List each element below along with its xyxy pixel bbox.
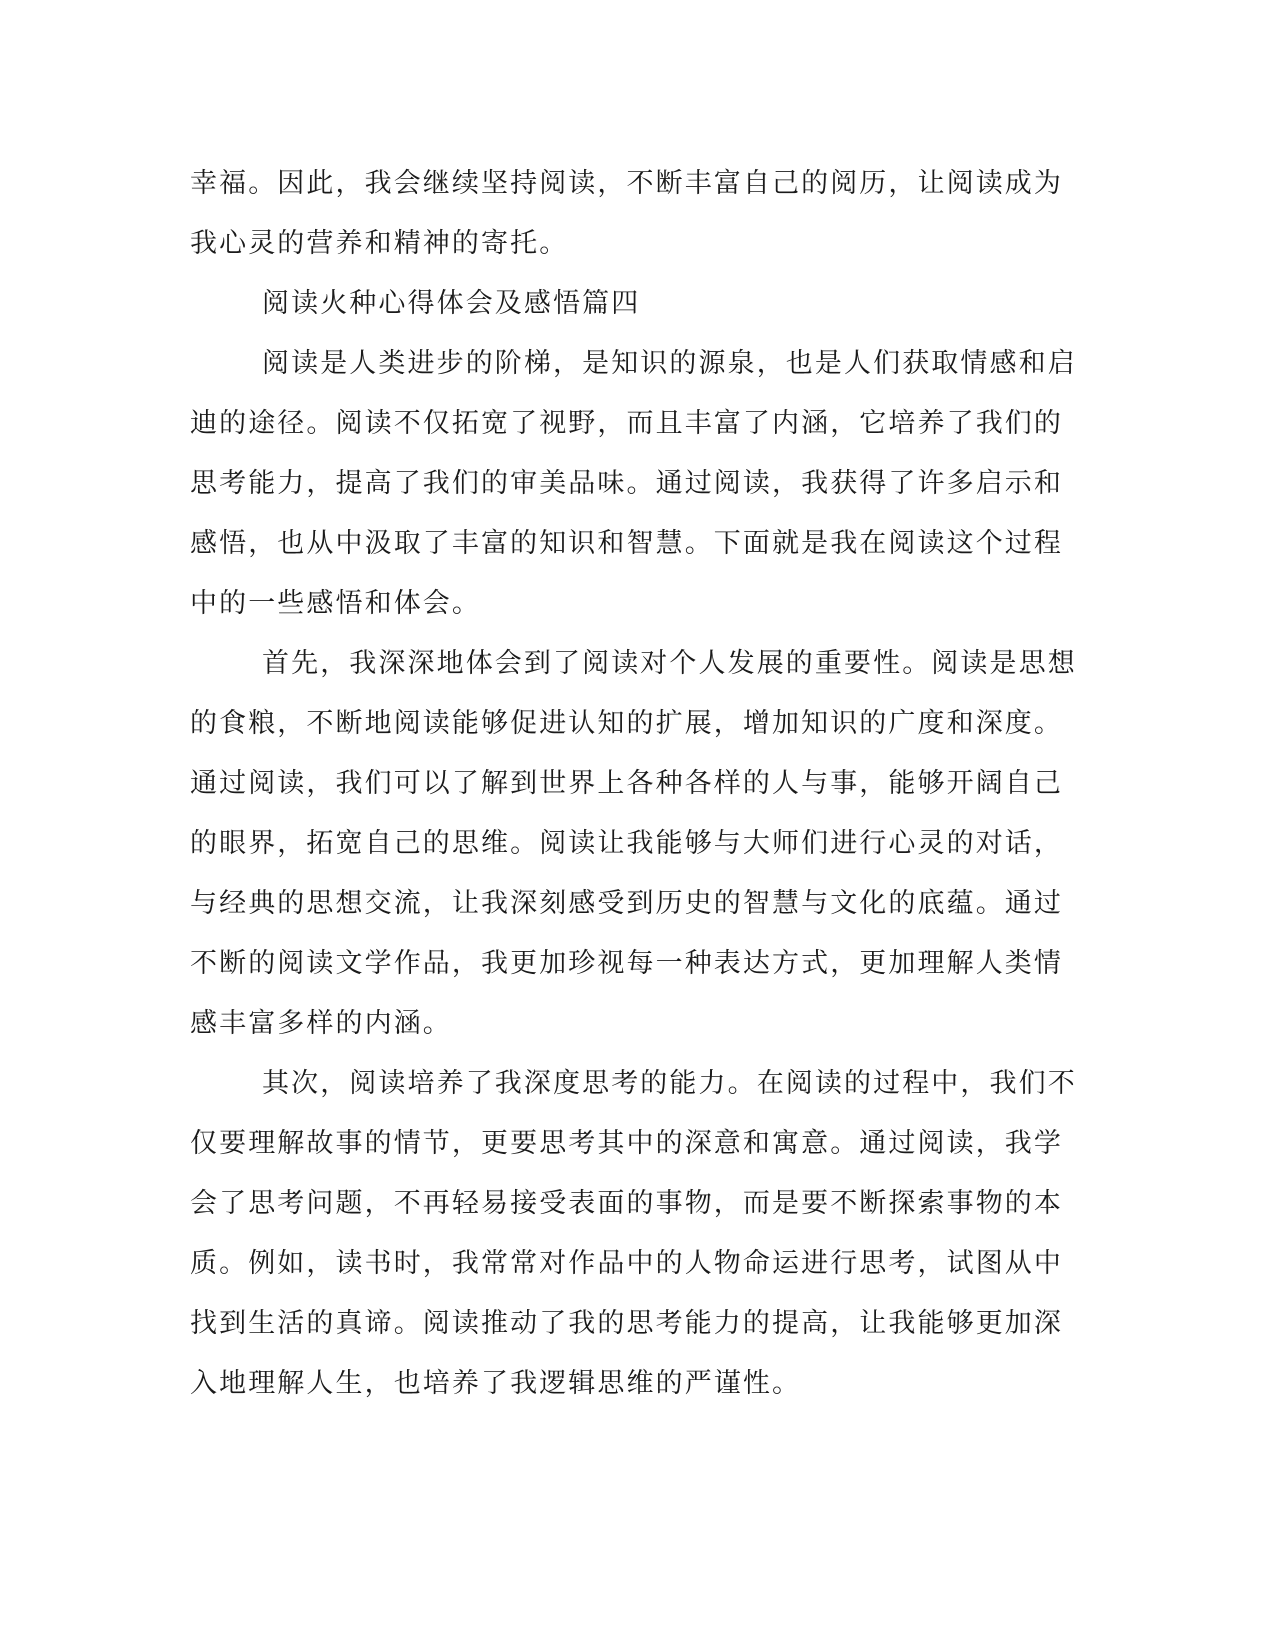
section-heading: 阅读火种心得体会及感悟篇四	[262, 288, 641, 319]
text-line: 中的一些感悟和体会。	[190, 588, 481, 619]
text-line: 我心灵的营养和精神的寄托。	[190, 228, 569, 259]
text-line: 阅读是人类进步的阶梯，是知识的源泉，也是人们获取情感和启	[262, 348, 1077, 379]
text-line: 的眼界，拓宽自己的思维。阅读让我能够与大师们进行心灵的对话，	[190, 828, 1063, 859]
text-line: 首先，我深深地体会到了阅读对个人发展的重要性。阅读是思想	[262, 648, 1077, 679]
text-line: 的食粮，不断地阅读能够促进认知的扩展，增加知识的广度和深度。	[190, 708, 1063, 739]
text-line: 其次，阅读培养了我深度思考的能力。在阅读的过程中，我们不	[262, 1068, 1077, 1099]
text-line: 入地理解人生，也培养了我逻辑思维的严谨性。	[190, 1368, 802, 1399]
text-line: 感悟，也从中汲取了丰富的知识和智慧。下面就是我在阅读这个过程	[190, 528, 1063, 559]
text-line: 质。例如，读书时，我常常对作品中的人物命运进行思考，试图从中	[190, 1248, 1063, 1279]
text-line: 会了思考问题，不再轻易接受表面的事物，而是要不断探索事物的本	[190, 1188, 1063, 1219]
text-line: 迪的途径。阅读不仅拓宽了视野，而且丰富了内涵，它培养了我们的	[190, 408, 1063, 439]
text-line: 思考能力，提高了我们的审美品味。通过阅读，我获得了许多启示和	[190, 468, 1063, 499]
text-line: 与经典的思想交流，让我深刻感受到历史的智慧与文化的底蕴。通过	[190, 888, 1063, 919]
text-line: 幸福。因此，我会继续坚持阅读，不断丰富自己的阅历，让阅读成为	[190, 168, 1063, 199]
text-line: 通过阅读，我们可以了解到世界上各种各样的人与事，能够开阔自己	[190, 768, 1063, 799]
text-line: 不断的阅读文学作品，我更加珍视每一种表达方式，更加理解人类情	[190, 948, 1063, 979]
text-line: 找到生活的真谛。阅读推动了我的思考能力的提高，让我能够更加深	[190, 1308, 1063, 1339]
text-line: 感丰富多样的内涵。	[190, 1008, 452, 1039]
text-line: 仅要理解故事的情节，更要思考其中的深意和寓意。通过阅读，我学	[190, 1128, 1063, 1159]
